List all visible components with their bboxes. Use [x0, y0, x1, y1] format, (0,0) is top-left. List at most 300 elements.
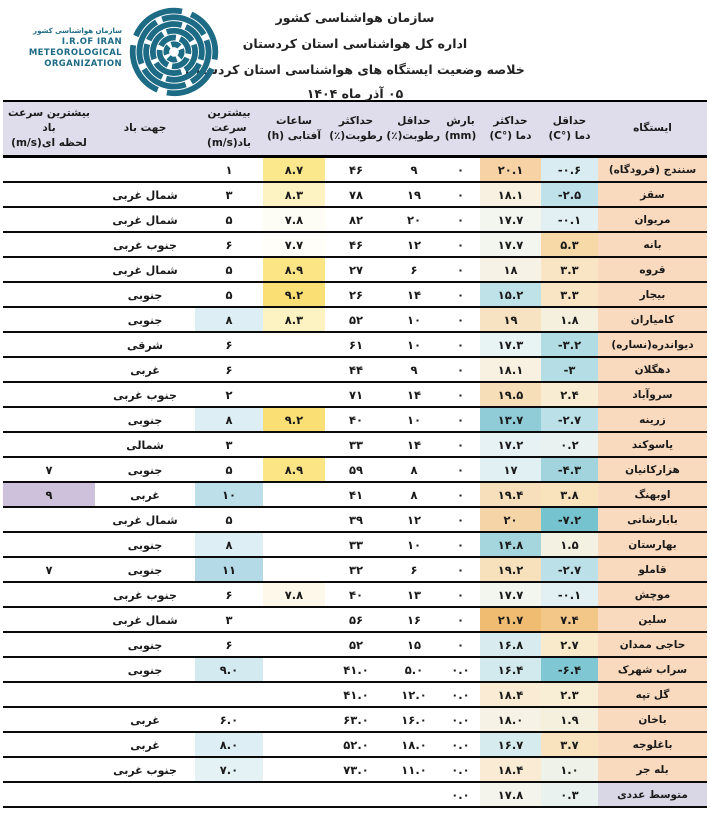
tmin-value: ۱.۰ — [560, 762, 579, 777]
cell-winddir — [95, 457, 195, 482]
cell-gust — [3, 307, 95, 332]
cell-tmax — [480, 257, 541, 282]
irimo-logo — [4, 2, 222, 98]
cell-precip — [441, 232, 480, 257]
cell-winddir — [95, 332, 195, 357]
cell-winddir — [95, 157, 195, 183]
wind-value: ۸.۰ — [219, 737, 239, 752]
cell-tmax — [480, 332, 541, 357]
rhmax-value: ۳۲ — [348, 562, 364, 577]
tmax-value: ۲۰ — [503, 512, 518, 527]
cell-gust — [3, 157, 95, 183]
cell-tmin — [541, 157, 598, 183]
station-name: هزارکانیان — [598, 457, 707, 482]
station-name: کامیاران — [598, 307, 707, 332]
sun-value: ۹.۲ — [284, 287, 304, 302]
station-name: موچش — [598, 582, 707, 607]
logo-text — [29, 26, 122, 70]
wind-value: ۳ — [225, 187, 233, 202]
cell-gust — [3, 532, 95, 557]
table-row — [3, 782, 707, 807]
gust-value: ۷ — [45, 462, 53, 477]
col-header-precip: بارش (mm) — [441, 101, 480, 157]
cell-rhmax — [325, 657, 387, 682]
tmin-value: -۲.۵ — [557, 187, 582, 202]
table-row — [3, 632, 707, 657]
rhmax-value: ۳۹ — [348, 512, 364, 527]
tmin-value: -۷.۲ — [557, 512, 582, 527]
tmin-value: -۰.۱ — [557, 587, 582, 602]
cell-rhmax — [325, 457, 387, 482]
tmax-value: ۱۵.۲ — [497, 287, 524, 302]
cell-gust — [3, 582, 95, 607]
cell-gust — [3, 357, 95, 382]
cell-winddir — [95, 707, 195, 732]
wind-value: ۲ — [225, 387, 233, 402]
tmin-value: -۶.۴ — [557, 662, 582, 677]
wind-value: ۹.۰ — [219, 662, 239, 677]
cell-wind — [195, 707, 263, 732]
cell-precip — [441, 632, 480, 657]
wind-value: ۱ — [225, 162, 233, 177]
cell-rhmax — [325, 332, 387, 357]
cell-sun — [263, 407, 325, 432]
cell-sun — [263, 557, 325, 582]
wind-value: ۶ — [225, 362, 233, 377]
table-row — [3, 182, 707, 207]
cell-tmin — [541, 457, 598, 482]
rhmax-value: ۸۲ — [348, 212, 364, 227]
tmax-value: ۱۴.۸ — [497, 537, 524, 552]
tmin-value: ۳.۳ — [560, 287, 579, 302]
cell-rhmin — [387, 182, 441, 207]
cell-sun — [263, 532, 325, 557]
station-name: بابارشانی — [598, 507, 707, 532]
station-name: قاملو — [598, 557, 707, 582]
tmin-value: -۲.۷ — [557, 562, 582, 577]
cell-winddir — [95, 282, 195, 307]
cell-gust — [3, 432, 95, 457]
rhmax-value: ۵۶ — [348, 612, 364, 627]
cell-rhmax — [325, 782, 387, 807]
winddir-value: شمال غربی — [112, 213, 178, 227]
precip-value: ۰ — [456, 512, 465, 527]
sun-value: ۷.۸ — [284, 587, 304, 602]
cell-gust — [3, 757, 95, 782]
cell-tmin — [541, 207, 598, 232]
winddir-value: جنوبی — [127, 413, 163, 427]
cell-precip — [441, 532, 480, 557]
wind-value: ۷.۰ — [219, 762, 239, 777]
cell-gust — [3, 282, 95, 307]
rhmax-value: ۴۱.۰ — [343, 662, 369, 677]
cell-sun — [263, 332, 325, 357]
cell-wind — [195, 682, 263, 707]
rhmax-value: ۳۳ — [348, 537, 364, 552]
station-name: یاسوکند — [598, 432, 707, 457]
rhmax-value: ۴۰ — [348, 587, 364, 602]
precip-value: ۰ — [456, 462, 465, 477]
cell-gust — [3, 382, 95, 407]
precip-value: ۰ — [456, 487, 465, 502]
rhmax-value: ۷۱ — [348, 387, 364, 402]
rhmin-value: ۱۰ — [406, 312, 422, 327]
cell-tmin — [541, 732, 598, 757]
tmin-value: ۳.۳ — [560, 262, 579, 277]
cell-rhmax — [325, 407, 387, 432]
stations-tbody — [3, 157, 707, 808]
rhmax-value: ۴۱ — [348, 487, 364, 502]
tmin-value: ۳.۷ — [560, 737, 579, 752]
winddir-value: جنوبی — [127, 563, 163, 577]
tmax-value: ۱۸.۱ — [497, 362, 524, 377]
cell-gust — [3, 557, 95, 582]
cell-tmax — [480, 532, 541, 557]
rhmax-value: ۷۸ — [348, 187, 364, 202]
precip-value: ۰ — [456, 562, 465, 577]
cell-winddir — [95, 557, 195, 582]
cell-rhmin — [387, 307, 441, 332]
cell-wind — [195, 282, 263, 307]
table-row — [3, 407, 707, 432]
cell-sun — [263, 157, 325, 183]
tmax-value: ۲۱.۷ — [497, 612, 524, 627]
cell-tmax — [480, 632, 541, 657]
cell-rhmax — [325, 557, 387, 582]
rhmin-value: ۱۴ — [406, 387, 422, 402]
sun-value: ۸.۳ — [284, 187, 304, 202]
cell-rhmin — [387, 732, 441, 757]
cell-tmax — [480, 607, 541, 632]
cell-precip — [441, 357, 480, 382]
precip-value: ۰ — [456, 337, 465, 352]
rhmin-value: ۱۰ — [406, 337, 422, 352]
cell-precip — [441, 482, 480, 507]
cell-wind — [195, 482, 263, 507]
cell-wind — [195, 332, 263, 357]
cell-rhmin — [387, 207, 441, 232]
table-header — [3, 101, 707, 157]
cell-precip — [441, 207, 480, 232]
rhmin-value: ۱۹ — [406, 187, 422, 202]
cell-winddir — [95, 257, 195, 282]
station-name: باغلوجه — [598, 732, 707, 757]
table-row — [3, 157, 707, 183]
rhmin-value: ۱۵ — [406, 637, 422, 652]
cell-rhmin — [387, 282, 441, 307]
precip-value: ۰ — [456, 237, 465, 252]
winddir-value: شمال غربی — [112, 513, 178, 527]
rhmax-value: ۴۴ — [348, 362, 364, 377]
rhmin-value: ۸ — [410, 462, 418, 477]
table-row — [3, 232, 707, 257]
cell-tmin — [541, 382, 598, 407]
tmin-value: -۲.۷ — [557, 412, 582, 427]
office-title: اداره کل هواشناسی استان کردستان — [242, 36, 468, 51]
cell-rhmin — [387, 557, 441, 582]
station-name: زرینه — [598, 407, 707, 432]
station-name: حاجی ممدان — [598, 632, 707, 657]
cell-sun — [263, 757, 325, 782]
cell-rhmin — [387, 507, 441, 532]
cell-gust — [3, 457, 95, 482]
cell-tmax — [480, 382, 541, 407]
cell-rhmin — [387, 257, 441, 282]
tmin-value: ۱.۵ — [560, 537, 579, 552]
logo-fa-text: سازمان هواشناسی کشور — [33, 27, 122, 35]
cell-sun — [263, 682, 325, 707]
cell-gust — [3, 682, 95, 707]
cell-tmin — [541, 432, 598, 457]
precip-value: ۰ — [456, 437, 465, 452]
rhmax-value: ۵۲.۰ — [343, 737, 369, 752]
cell-winddir — [95, 382, 195, 407]
rhmax-value: ۴۱.۰ — [343, 687, 369, 702]
cell-gust — [3, 182, 95, 207]
winddir-value: شرقی — [127, 338, 163, 352]
winddir-value: غربی — [130, 713, 160, 727]
cell-tmax — [480, 357, 541, 382]
cell-tmin — [541, 532, 598, 557]
cell-precip — [441, 607, 480, 632]
precip-value: ۰ — [456, 412, 465, 427]
cell-winddir — [95, 582, 195, 607]
sun-value: ۹.۲ — [284, 412, 304, 427]
tmin-value: -۳.۲ — [557, 337, 582, 352]
cell-rhmin — [387, 632, 441, 657]
col-header-rhmax: حداکثر رطوبت(٪) — [325, 101, 387, 157]
col-header-wind: بیشترین سرعت باد(m/s) — [195, 101, 263, 157]
tmin-value: ۲.۷ — [560, 637, 579, 652]
station-name: سقز — [598, 182, 707, 207]
cell-wind — [195, 432, 263, 457]
winddir-value: جنوبی — [127, 463, 163, 477]
cell-rhmax — [325, 607, 387, 632]
cell-sun — [263, 207, 325, 232]
cell-rhmin — [387, 382, 441, 407]
winddir-value: جنوبی — [127, 288, 163, 302]
rhmax-value: ۵۹ — [348, 462, 364, 477]
station-name: قروه — [598, 257, 707, 282]
wind-value: ۶ — [225, 237, 233, 252]
rhmin-value: ۱۸.۰ — [401, 737, 427, 752]
cell-precip — [441, 182, 480, 207]
cell-rhmax — [325, 507, 387, 532]
cell-sun — [263, 732, 325, 757]
letterhead — [0, 0, 710, 100]
rhmin-value: ۶ — [410, 562, 418, 577]
cell-precip — [441, 257, 480, 282]
wind-value: ۵ — [225, 262, 233, 277]
tmax-value: ۱۷.۷ — [497, 237, 524, 252]
cell-tmax — [480, 782, 541, 807]
station-name: گل تپه — [598, 682, 707, 707]
cell-winddir — [95, 182, 195, 207]
cell-winddir — [95, 307, 195, 332]
cell-rhmin — [387, 757, 441, 782]
cell-rhmin — [387, 582, 441, 607]
wind-value: ۳ — [225, 612, 233, 627]
tmax-value: ۱۳.۷ — [497, 412, 524, 427]
precip-value: ۰.۰ — [451, 662, 470, 677]
station-name: سروآباد — [598, 382, 707, 407]
rhmax-value: ۴۶ — [348, 162, 364, 177]
station-name: متوسط عددی — [598, 782, 707, 807]
cell-wind — [195, 732, 263, 757]
wind-value: ۱۰ — [221, 487, 237, 502]
tmax-value: ۲۰.۱ — [497, 162, 524, 177]
cell-sun — [263, 257, 325, 282]
wind-value: ۶.۰ — [219, 712, 239, 727]
cell-precip — [441, 457, 480, 482]
rhmin-value: ۹ — [410, 362, 418, 377]
spiral-logo-icon — [126, 2, 222, 98]
sun-value: ۷.۷ — [284, 237, 304, 252]
rhmax-value: ۴۰ — [348, 412, 364, 427]
precip-value: ۰ — [456, 362, 465, 377]
precip-value: ۰ — [456, 262, 465, 277]
cell-tmax — [480, 582, 541, 607]
cell-tmax — [480, 757, 541, 782]
cell-rhmax — [325, 157, 387, 183]
cell-tmax — [480, 282, 541, 307]
rhmin-value: ۱۶.۰ — [401, 712, 427, 727]
cell-gust — [3, 707, 95, 732]
cell-rhmin — [387, 357, 441, 382]
tmax-value: ۱۹ — [503, 312, 518, 327]
precip-value: ۰.۰ — [451, 737, 470, 752]
cell-winddir — [95, 632, 195, 657]
sun-value: ۸.۹ — [284, 462, 304, 477]
rhmin-value: ۱۶ — [406, 612, 422, 627]
cell-gust — [3, 407, 95, 432]
cell-precip — [441, 507, 480, 532]
tmin-value: ۰.۳ — [560, 787, 579, 802]
winddir-value: جنوب غربی — [113, 763, 177, 777]
cell-precip — [441, 732, 480, 757]
station-name: مریوان — [598, 207, 707, 232]
cell-rhmin — [387, 607, 441, 632]
tmax-value: ۱۹.۴ — [497, 487, 524, 502]
tmin-value: -۰.۶ — [557, 162, 582, 177]
cell-tmax — [480, 557, 541, 582]
cell-rhmax — [325, 707, 387, 732]
cell-tmin — [541, 257, 598, 282]
cell-winddir — [95, 532, 195, 557]
cell-rhmin — [387, 707, 441, 732]
cell-wind — [195, 632, 263, 657]
table-row — [3, 682, 707, 707]
cell-tmax — [480, 157, 541, 183]
cell-rhmax — [325, 532, 387, 557]
cell-rhmax — [325, 182, 387, 207]
wind-value: ۶ — [225, 637, 233, 652]
col-header-winddir: جهت باد — [95, 101, 195, 157]
rhmin-value: ۸ — [410, 487, 418, 502]
tmax-value: ۱۶.۷ — [497, 737, 524, 752]
cell-tmin — [541, 582, 598, 607]
wind-value: ۵ — [225, 512, 233, 527]
precip-value: ۰.۰ — [451, 787, 470, 802]
cell-wind — [195, 757, 263, 782]
precip-value: ۰ — [456, 637, 465, 652]
winddir-value: شمال غربی — [112, 263, 178, 277]
table-row — [3, 282, 707, 307]
station-name: اوبهنگ — [598, 482, 707, 507]
tmax-value: ۱۶.۴ — [497, 662, 524, 677]
cell-wind — [195, 357, 263, 382]
rhmax-value: ۳۳ — [348, 437, 364, 452]
cell-sun — [263, 357, 325, 382]
tmax-value: ۱۹.۲ — [497, 562, 524, 577]
rhmin-value: ۱۳ — [406, 587, 422, 602]
precip-value: ۰ — [456, 287, 465, 302]
table-row — [3, 457, 707, 482]
cell-gust — [3, 632, 95, 657]
precip-value: ۰ — [456, 312, 465, 327]
table-row — [3, 507, 707, 532]
station-name: سلین — [598, 607, 707, 632]
rhmin-value: ۱۴ — [406, 287, 422, 302]
cell-precip — [441, 432, 480, 457]
tmax-value: ۱۷ — [503, 462, 518, 477]
winddir-value: شمالی — [126, 438, 164, 452]
wind-value: ۵ — [225, 462, 233, 477]
cell-winddir — [95, 782, 195, 807]
cell-gust — [3, 657, 95, 682]
cell-tmax — [480, 682, 541, 707]
cell-winddir — [95, 657, 195, 682]
cell-gust — [3, 482, 95, 507]
cell-rhmin — [387, 532, 441, 557]
cell-tmin — [541, 632, 598, 657]
station-name: بانه — [598, 232, 707, 257]
rhmin-value: ۹ — [410, 162, 418, 177]
tmin-value: -۴.۳ — [557, 462, 582, 477]
cell-gust — [3, 782, 95, 807]
tmax-value: ۱۷.۷ — [497, 212, 524, 227]
cell-sun — [263, 632, 325, 657]
cell-rhmin — [387, 432, 441, 457]
cell-sun — [263, 482, 325, 507]
org-title: سازمان هواشناسی کشور — [275, 10, 435, 25]
gust-value: ۷ — [45, 562, 53, 577]
cell-winddir — [95, 407, 195, 432]
table-row — [3, 707, 707, 732]
cell-tmax — [480, 232, 541, 257]
stations-table — [3, 100, 707, 808]
tmax-value: ۱۷.۷ — [497, 587, 524, 602]
cell-tmin — [541, 782, 598, 807]
cell-wind — [195, 232, 263, 257]
table-row — [3, 257, 707, 282]
tmin-value: -۰.۱ — [557, 212, 582, 227]
station-name: دهگلان — [598, 357, 707, 382]
table-row — [3, 357, 707, 382]
rhmin-value: ۱۰ — [406, 412, 422, 427]
table-row — [3, 732, 707, 757]
tmax-value: ۱۸.۱ — [497, 187, 524, 202]
tmin-value: ۲.۴ — [560, 387, 579, 402]
cell-wind — [195, 532, 263, 557]
cell-tmin — [541, 357, 598, 382]
tmax-value: ۱۹.۵ — [497, 387, 524, 402]
cell-sun — [263, 182, 325, 207]
cell-rhmin — [387, 682, 441, 707]
cell-sun — [263, 457, 325, 482]
cell-tmax — [480, 732, 541, 757]
cell-rhmax — [325, 232, 387, 257]
